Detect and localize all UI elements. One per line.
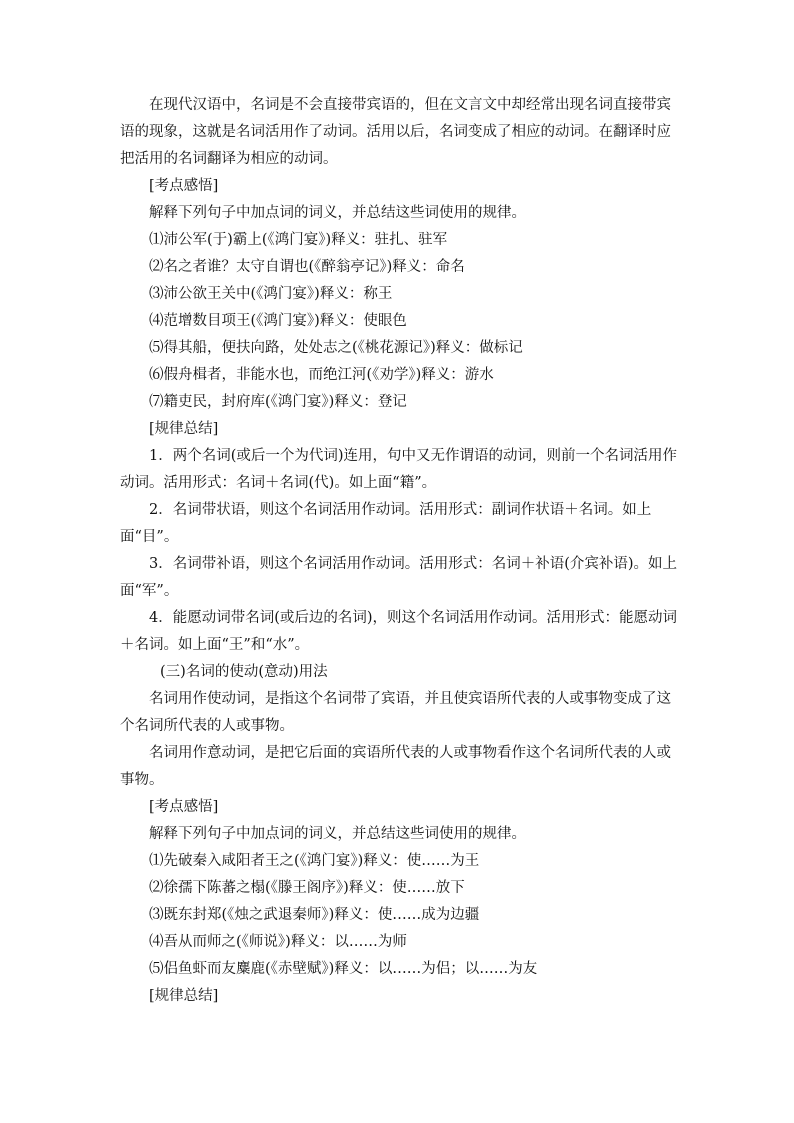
- section-label-examples-2: [考点感悟]: [149, 799, 219, 815]
- instruction-2: 解释下列句子中加点词的词义，并总结这些词使用的规律。: [149, 826, 526, 842]
- rule-item: 3．名词带补语，则这个名词活用作动词。活用形式：名词＋补语(介宾补语)。如上面“军”。: [120, 556, 678, 599]
- example-item: ⑸得其船，便扶向路，处处志之(《桃花源记》)释义：做标记: [149, 340, 523, 356]
- paragraph-putative: 名词用作意动词，是把它后面的宾语所代表的人或事物看作这个名词所代表的人或事物。: [120, 745, 671, 788]
- instruction-1: 解释下列句子中加点词的词义，并总结这些词使用的规律。: [149, 205, 526, 221]
- section-label-rules-2: [规律总结]: [149, 988, 219, 1004]
- rule-item: 4．能愿动词带名词(或后边的名词)，则这个名词活用作动词。活用形式：能愿动词＋名词。如上面“王”和“水”。: [120, 610, 678, 653]
- section-heading-3: (三)名词的使动(意动)用法: [160, 664, 328, 680]
- rule-item: 1．两个名词(或后一个为代词)连用，句中又无作谓语的动词，则前一个名词活用作动词。活用形式：名词＋名词(代)。如上面“籍”。: [120, 448, 678, 491]
- example-item: ⑶沛公欲王关中(《鸿门宴》)释义：称王: [149, 286, 393, 302]
- section-label-examples-1: [考点感悟]: [149, 178, 219, 194]
- example-item: ⑵徐孺下陈蕃之榻(《滕王阁序》)释义：使……放下: [149, 880, 465, 896]
- example-item: ⑷吾从而师之(《师说》)释义：以……为师: [149, 934, 407, 950]
- paragraph-causative: 名词用作使动词，是指这个名词带了宾语，并且使宾语所代表的人或事物变成了这个名词所代表的人或事物。: [120, 691, 671, 734]
- example-item: ⑴沛公军(于)霸上(《鸿门宴》)释义：驻扎、驻军: [149, 232, 448, 248]
- intro-paragraph: 在现代汉语中，名词是不会直接带宾语的，但在文言文中却经常出现名词直接带宾语的现象，这就是名词活用作了动词。活用以后，名词变成了相应的动词。在翻译时应把活用的名词翻译为相应的动词。: [120, 97, 671, 167]
- example-item: ⑺籍吏民，封府库(《鸿门宴》)释义：登记: [149, 394, 407, 410]
- rule-item: 2．名词带状语，则这个名词活用作动词。活用形式：副词作状语＋名词。如上面“目”。: [120, 502, 652, 545]
- example-item: ⑶既东封郑(《烛之武退秦师》)释义：使……成为边疆: [149, 907, 480, 923]
- example-item: ⑹假舟楫者，非能水也，而绝江河(《劝学》)释义：游水: [149, 367, 494, 383]
- document-page: [120, 92, 680, 1010]
- example-item: ⑷范增数目项王(《鸿门宴》)释义：使眼色: [149, 313, 407, 329]
- example-item: ⑴先破秦入咸阳者王之(《鸿门宴》)释义：使……为王: [149, 853, 480, 869]
- section-label-rules-1: [规律总结]: [149, 421, 219, 437]
- example-item: ⑸侣鱼虾而友麋鹿(《赤壁赋》)释义：以……为侣；以……为友: [149, 961, 538, 977]
- example-item: ⑵名之者谁？太守自谓也(《醉翁亭记》)释义：命名: [149, 259, 465, 275]
